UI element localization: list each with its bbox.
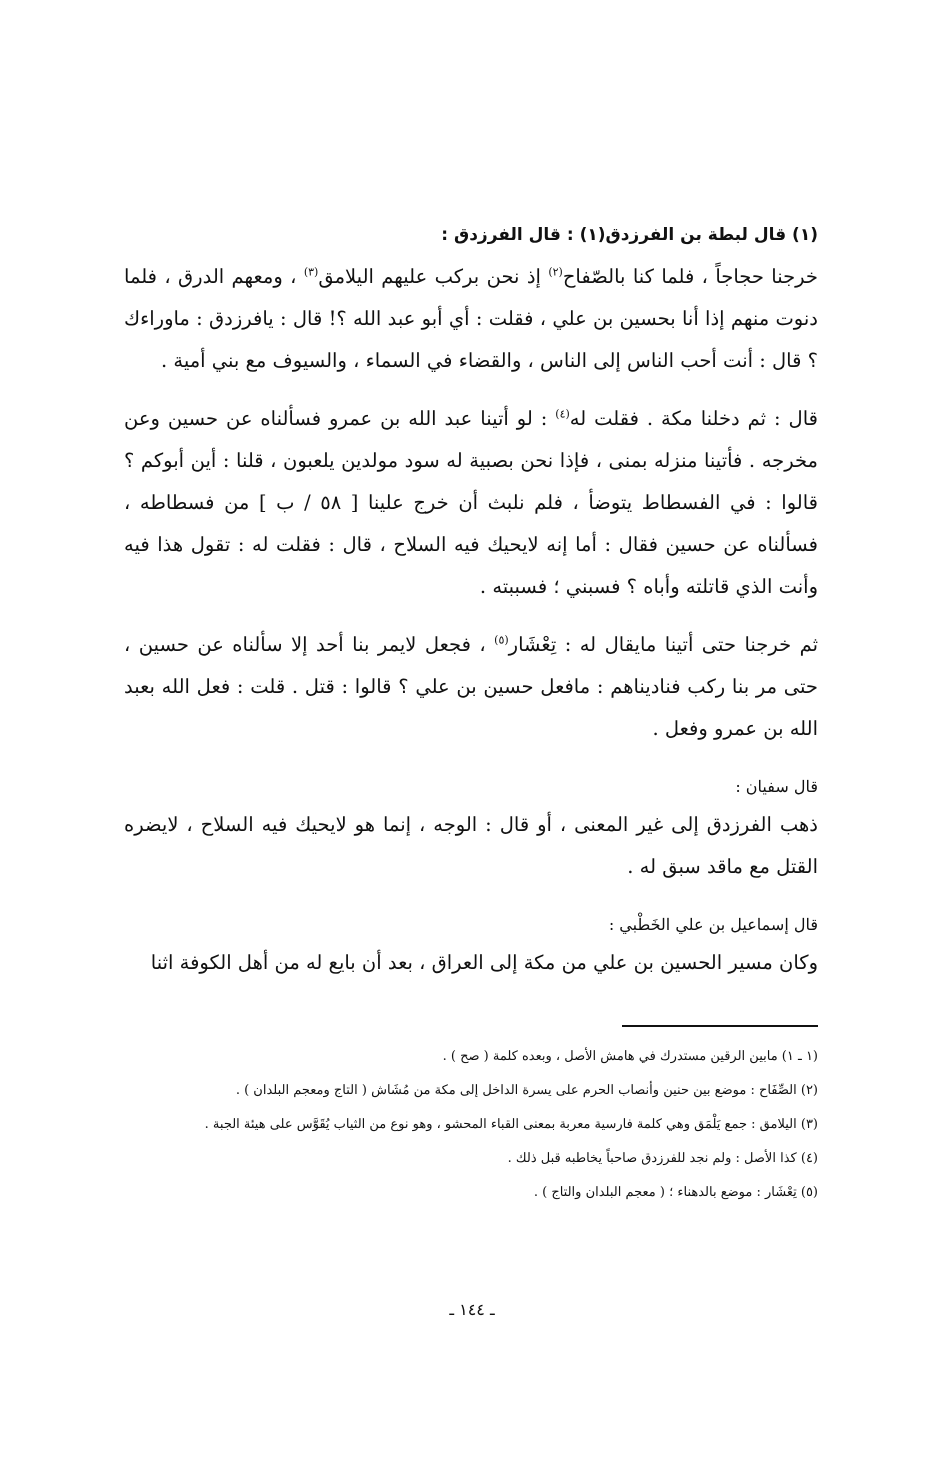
paragraph: قال : ثم دخلنا مكة . فقلت له$^{(٤)}$ : لو أتينا عبد الله بن عمرو فسألناه عن حسين وعن مخرجه . فأتينا منزله بمنى ، فإذا نحن بصبية له سود مولدين يلعبون ، قلنا : أين أبوكم ؟ قالوا : في الفسطاط يتوضأ ، فلم نلبث أن خرج علينا [ ٥٨ / ب ] من فسطاطه ، فسألناه عن حسين فقال : أما إنه لايحيك فيه السلاح ، قال : فقلت له : تقول هذا فيه وأنت الذي قاتلته وأباه ؟ فسبني ؛ فسببته . <box>124 407 818 598</box>
footnote: (٢) الصِّفَاح : موضع بين حنين وأنصاب الحرم على يسرة الداخل إلى مكة من مُشَاش ( التاج ومعجم البلدان ) . <box>235 1083 818 1098</box>
footnote-divider <box>622 1025 818 1027</box>
main-text <box>124 222 818 984</box>
page-number: ـ ١٤٤ ـ <box>449 1300 495 1319</box>
footnote: (٣) اليلامق : جمع يَلْمَق وهي كلمة فارسية معربة بمعنى القباء المحشو ، وهو نوع من الثياب يُقَوَّس على هيئة الجبة . <box>204 1117 818 1132</box>
footnotes <box>124 1042 818 1212</box>
footnote-reference: (٤) <box>555 407 570 421</box>
footnote: (٤) كذا الأصل : ولم نجد للفرزدق صاحباً يخاطبه قبل ذلك . <box>507 1151 818 1166</box>
footnote: (٥) تِعْشَار : موضع بالدهناء ؛ ( معجم البلدان والتاج ) . <box>533 1185 818 1200</box>
paragraph: خرجنا حجاجاً ، فلما كنا بالصّفاح$^{(٢)}$ إذ نحن بركب عليهم اليلامق$^{(٣)}$ ، ومعهم الدرق ، فلما دنوت منهم إذا أنا بحسين بن علي ، فقلت : أي أبو عبد الله ؟! قال : يافرزدق : ماوراءك ؟ قال : أنت أحب الناس إلى الناس ، والقضاء في السماء ، والسيوف مع بني أمية . <box>124 265 818 372</box>
paragraph: ثم خرجنا حتى أتينا مايقال له : تِعْشَار$^{(٥)}$ ، فجعل لايمر بنا أحد إلا سألناه عن حسين ، حتى مر بنا ركب فناديناهم : مافعل حسين بن علي ؟ قالوا : قتل . قلت : فعل الله بعبد الله بن عمرو وفعل . <box>124 633 818 740</box>
section-heading: (١) قال لبطة بن الفرزدق(١) : قال الفرزدق : <box>441 225 818 245</box>
footnote-reference: (٣) <box>303 265 319 279</box>
footnote-reference: (٥) <box>494 633 509 647</box>
paragraph: ذهب الفرزدق إلى غير المعنى ، أو قال : الوجه ، إنما هو لايحيك فيه السلاح ، لايضره القتل مع ماقد سبق له . <box>124 813 818 878</box>
speaker-label: قال سفيان : <box>735 777 818 796</box>
footnote: (١ ـ ١) مابين الرقين مستدرك في هامش الأصل ، وبعده كلمة ( صح ) . <box>442 1049 818 1064</box>
paragraph: وكان مسير الحسين بن علي من مكة إلى العراق ، بعد أن بايع له من أهل الكوفة اثنا <box>150 951 818 974</box>
speaker-label: قال إسماعيل بن علي الخَطْبي : <box>608 915 818 934</box>
footnote-reference: (٢) <box>548 265 563 279</box>
